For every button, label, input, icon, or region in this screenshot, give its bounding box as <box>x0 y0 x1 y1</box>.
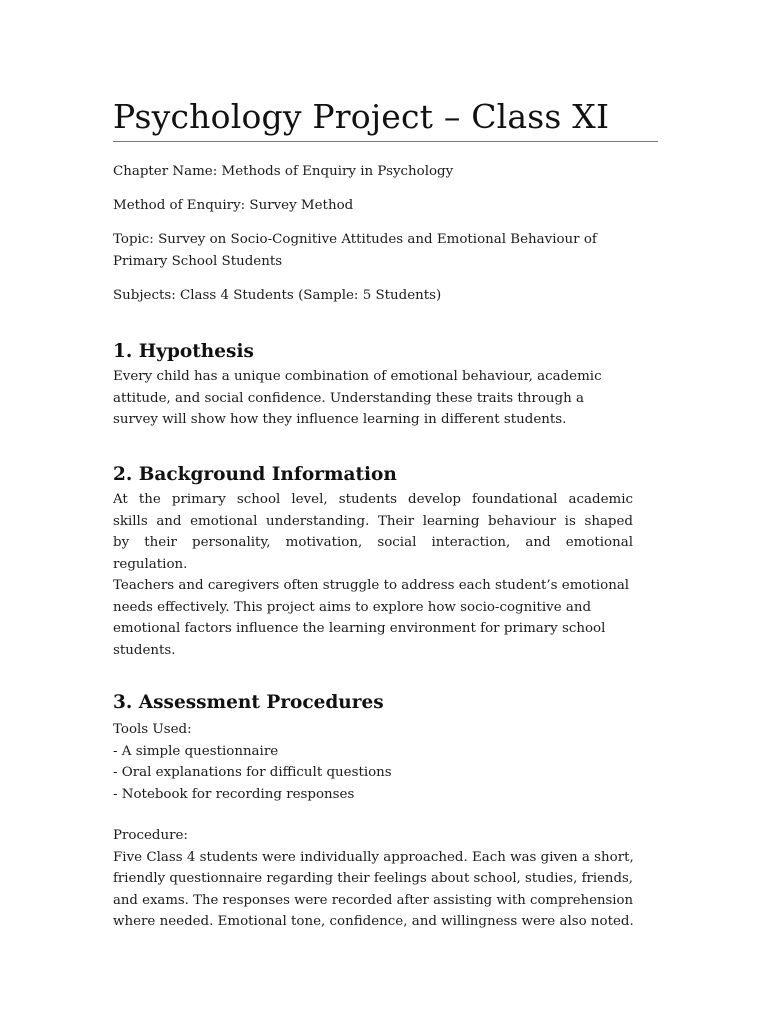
paragraph-line: where needed. Emotional tone, confidence, and willingness were also noted. <box>113 914 634 929</box>
tools-label: Tools Used: <box>113 722 192 737</box>
list-item: - Notebook for recording responses <box>113 786 355 802</box>
hypothesis-paragraph <box>113 366 633 431</box>
list-item: - Oral explanations for difficult questions <box>113 765 392 780</box>
topic <box>113 229 633 272</box>
subjects: Subjects: Class 4 Students (Sample: 5 Students) <box>113 288 442 303</box>
paragraph-line: and exams. The responses were recorded after assisting with comprehension <box>113 892 633 908</box>
topic-line: Topic: Survey on Socio-Cognitive Attitudes and Emotional Behaviour of <box>113 232 597 247</box>
paragraph-line: attitude, and social confidence. Understanding these traits through a <box>113 390 584 406</box>
chapter-name: Chapter Name: Methods of Enquiry in Psychology <box>113 164 454 179</box>
assessment-heading: 3. Assessment Procedures <box>113 692 384 713</box>
background-paragraph <box>113 489 633 661</box>
title-underline <box>113 141 658 142</box>
paragraph-line: regulation. <box>113 556 188 572</box>
paragraph-line: At the primary school level, students develop foundational academic <box>113 492 633 507</box>
background-heading: 2. Background Information <box>113 464 397 485</box>
paragraph-line: needs effectively. This project aims to explore how socio-cognitive and <box>113 599 592 615</box>
method-of-enquiry: Method of Enquiry: Survey Method <box>113 198 354 213</box>
paragraph-line: friendly questionnaire regarding their feelings about school, studies, friends, <box>113 871 633 886</box>
hypothesis-heading: 1. Hypothesis <box>113 341 254 362</box>
paragraph-line: students. <box>113 642 176 658</box>
paragraph-line: Five Class 4 students were individually approached. Each was given a short, <box>113 849 634 865</box>
list-item: - A simple questionnaire <box>113 743 279 759</box>
paragraph-line: Teachers and caregivers often struggle to address each student’s emotional <box>113 578 630 593</box>
topic-line: Primary School Students <box>113 253 283 269</box>
tools-list <box>113 719 633 805</box>
paragraph-line: survey will show how they influence learning in different students. <box>113 412 567 427</box>
paragraph-line: Every child has a unique combination of emotional behaviour, academic <box>113 369 602 384</box>
paragraph-line: skills and emotional understanding. Their learning behaviour is shaped <box>113 513 633 529</box>
procedure-paragraph <box>113 825 633 933</box>
document-title: Psychology Project – Class XI <box>113 97 610 136</box>
paragraph-line: emotional factors influence the learning environment for primary school <box>113 621 606 636</box>
procedure-label: Procedure: <box>113 828 188 843</box>
paragraph-line: by their personality, motivation, social interaction, and emotional <box>113 535 633 550</box>
